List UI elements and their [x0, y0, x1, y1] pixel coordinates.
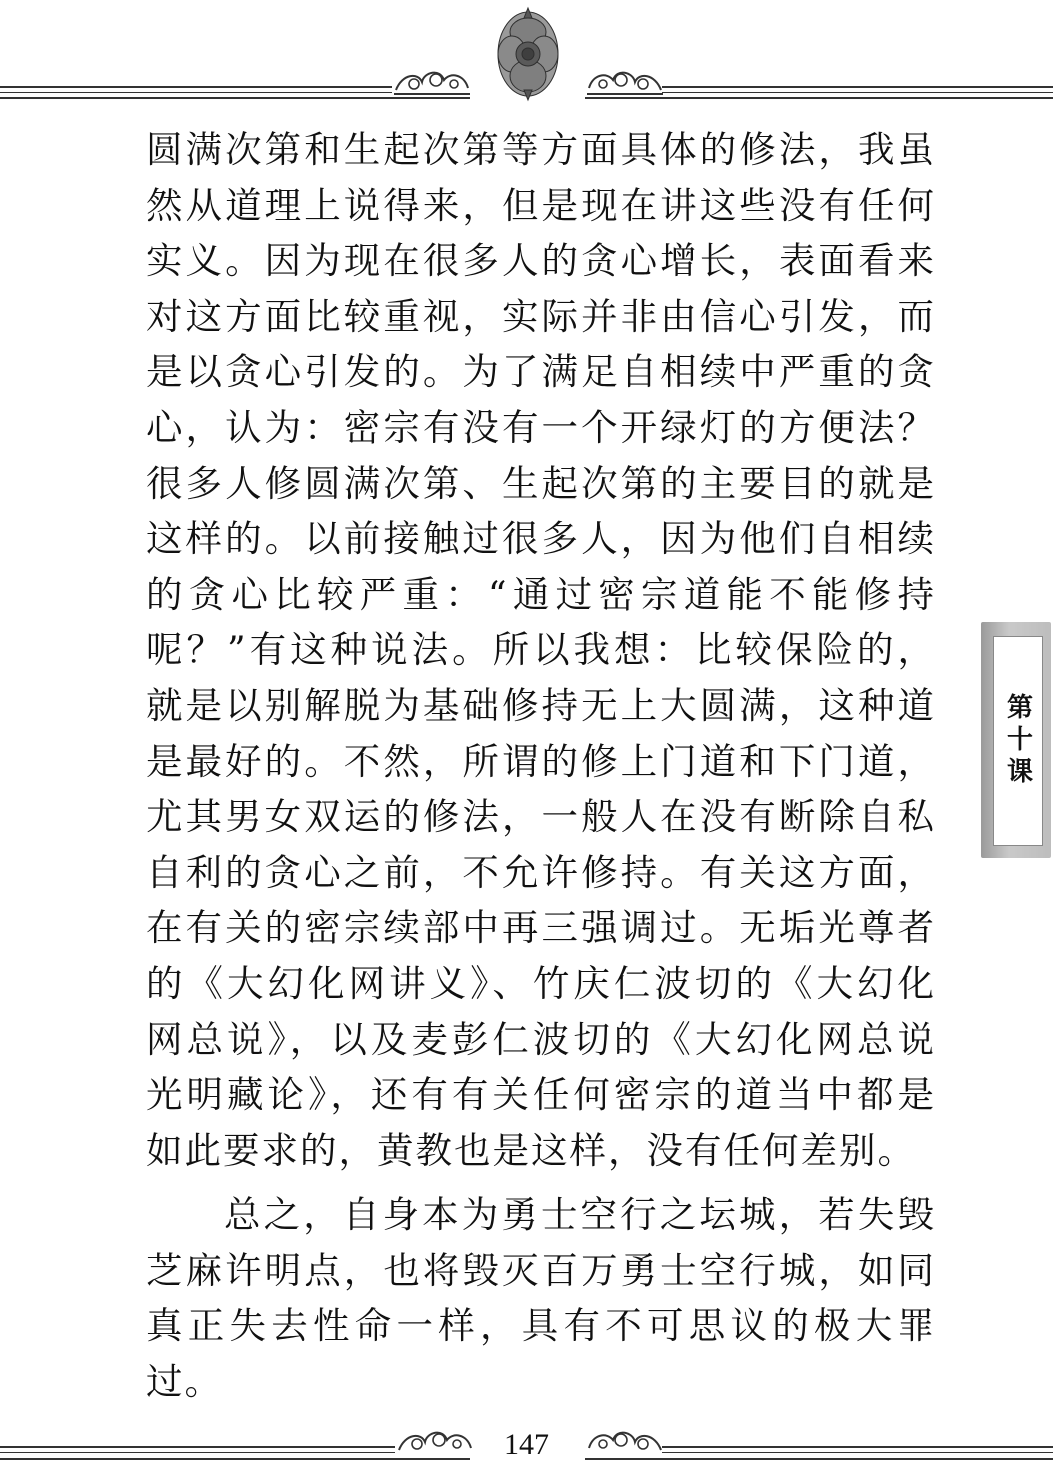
header-rule-right — [662, 86, 1053, 88]
cloud-ornament-icon — [585, 64, 665, 98]
paragraph: 圆满次第和生起次第等方面具体的修法，我虽然从道理上说得来，但是现在讲这些没有任何实义。因为现在很多人的贪心增长，表面看来对这方面比较重视，实际并非由信心引发，而是以贪心引发的。为了满足自相续中严重的贪心，认为：密宗有没有一个开绿灯的方便法？很多人修圆满次第、生起次第的主要目的就是这样的。以前接触过很多人，因为他们自相续的贪心比较严重：“通过密宗道能不能修持呢？”有这种说法。所以我想：比较保险的，就是以别解脱为基础修持无上大圆满，这种道是最好的。不然，所谓的修上门道和下门道，尤其男女双运的修法，一般人在没有断除自私自利的贪心之前，不允许修持。有关这方面，在有关的密宗续部中再三强调过。无垢光尊者的《大幻化网讲义》、竹庆仁波切的《大幻化网总说》，以及麦彭仁波切的《大幻化网总说光明藏论》，还有有关任何密宗的道当中都是如此要求的，黄教也是这样，没有任何差别。 — [146, 128, 936, 1172]
body-text — [146, 122, 936, 1410]
header-rule-left-thin — [0, 92, 392, 93]
header-rule-left — [0, 86, 392, 88]
chapter-side-tab — [981, 622, 1051, 858]
paragraph: 总之，自身本为勇士空行之坛城，若失毁芝麻许明点，也将毁灭百万勇士空行城，如同真正失去性命一样，具有不可思议的极大罪过。 — [146, 1193, 936, 1404]
header-rule-right-thin — [662, 92, 1053, 93]
flower-ornament-icon — [488, 2, 568, 106]
chapter-side-tab-inner — [993, 636, 1043, 846]
chapter-label: 第十课 — [1002, 693, 1033, 789]
cloud-ornament-icon — [392, 64, 472, 98]
page-number: 147 — [504, 1428, 549, 1461]
